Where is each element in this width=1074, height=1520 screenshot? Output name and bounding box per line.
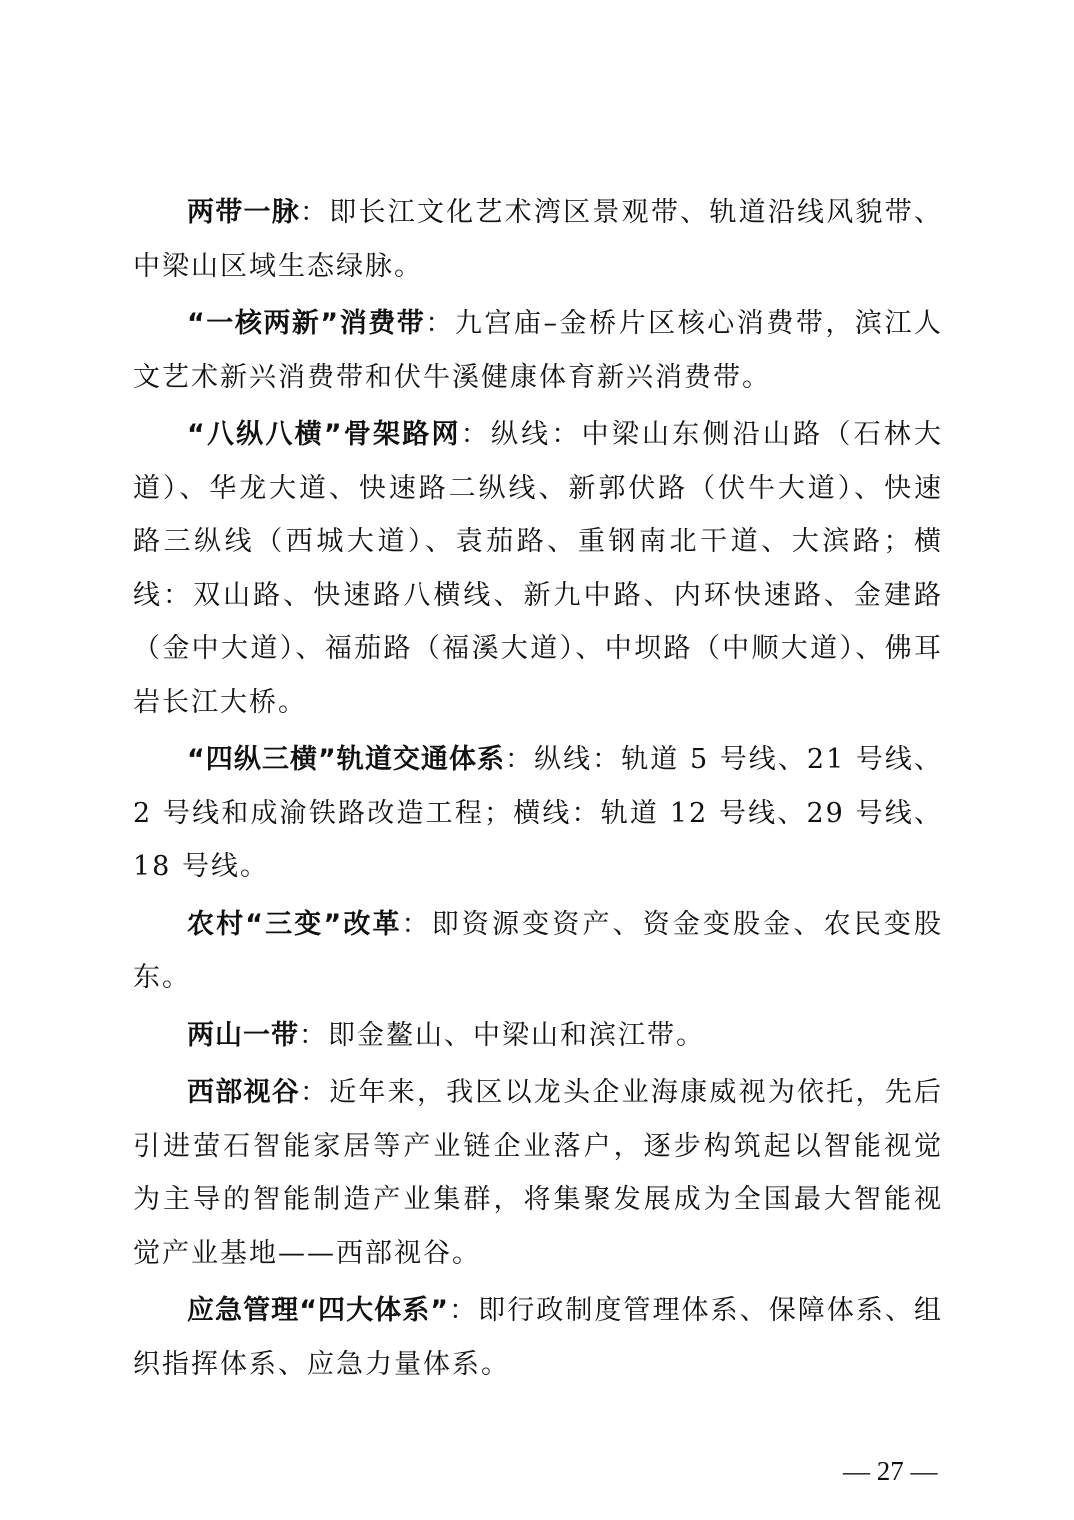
glossary-term: “八纵八横”骨架路网 bbox=[187, 419, 461, 450]
glossary-definition: 近年来，我区以龙头企业海康威视为依托，先后引进萤石智能家居等产业链企业落户，逐步构筑起以智能视觉为主导的智能制造产业集群，将集聚发展成为全国最大智能视觉产业基地——西部视谷。 bbox=[133, 1077, 944, 1269]
glossary-entry bbox=[133, 1009, 943, 1063]
glossary-entry bbox=[133, 408, 943, 729]
glossary-entry bbox=[133, 297, 943, 404]
term-separator: ： bbox=[449, 1295, 479, 1326]
glossary-definition: 即行政制度管理体系、保障体系、组织指挥体系、应急力量体系。 bbox=[133, 1295, 944, 1380]
glossary-definition: 即资源变资产、资金变股金、农民变股东。 bbox=[133, 908, 944, 993]
term-separator: ： bbox=[401, 908, 432, 940]
glossary-entry bbox=[133, 733, 943, 894]
term-separator: ： bbox=[425, 308, 455, 339]
glossary-term: 农村“三变”改革 bbox=[187, 908, 402, 940]
glossary-term: “一核两新”消费带 bbox=[187, 308, 426, 339]
glossary-term: 两山一带 bbox=[187, 1019, 299, 1051]
glossary-definition: 即长江文化艺术湾区景观带、轨道沿线风貌带、中梁山区域生态绿脉。 bbox=[133, 197, 944, 282]
glossary-term: 西部视谷 bbox=[187, 1077, 300, 1108]
glossary-definition: 九宫庙–金桥片区核心消费带，滨江人文艺术新兴消费带和伏牛溪健康体育新兴消费带。 bbox=[133, 308, 944, 393]
glossary-entry bbox=[133, 1066, 943, 1280]
glossary-definition: 纵线：中梁山东侧沿山路（石林大道）、华龙大道、快速路二纵线、新郭伏路（伏牛大道）、快速路三纵线（西城大道）、袁茄路、重钢南北干道、大滨路；横线：双山路、快速路八横线、新九中路、内环快速路、金建路（金中大道）、福茄路（福溪大道）、中坝路（中顺大道）、佛耳岩长江大桥。 bbox=[133, 419, 944, 718]
glossary-term: “四纵三横”轨道交通体系 bbox=[187, 744, 506, 775]
glossary-content bbox=[133, 186, 943, 1395]
glossary-entry bbox=[133, 1284, 943, 1391]
term-separator: ： bbox=[505, 744, 535, 775]
glossary-definition: 即金鳌山、中梁山和滨江带。 bbox=[328, 1019, 705, 1051]
page-number: — 27 — bbox=[843, 1456, 938, 1486]
term-separator: ： bbox=[299, 197, 330, 228]
glossary-term: 应急管理“四大体系” bbox=[187, 1295, 450, 1326]
term-separator: ： bbox=[299, 1077, 330, 1108]
glossary-entry bbox=[133, 186, 943, 293]
term-separator: ： bbox=[299, 1019, 328, 1051]
glossary-term: 两带一脉 bbox=[187, 197, 300, 228]
glossary-entry bbox=[133, 898, 943, 1005]
term-separator: ： bbox=[460, 419, 491, 450]
glossary-definition: 纵线：轨道 5 号线、21 号线、2 号线和成渝铁路改造工程；横线：轨道 12 号线、29 号线、18 号线。 bbox=[133, 744, 943, 882]
